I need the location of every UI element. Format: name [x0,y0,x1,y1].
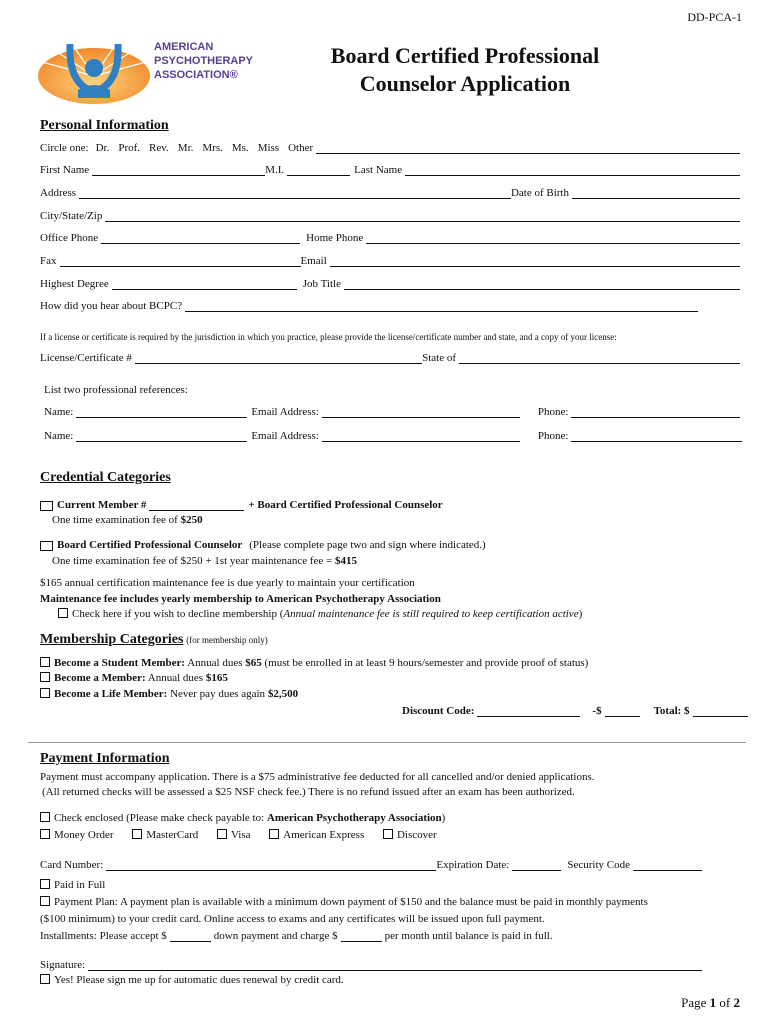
degree-field[interactable] [112,278,297,290]
total-row [402,703,748,717]
amex-label: American Express [283,829,365,841]
last-name-field[interactable] [405,164,740,176]
paid-full-label: Paid in Full [54,879,106,891]
member-label: Become a Member: [54,672,146,684]
current-member-checkbox[interactable] [40,501,53,511]
credential-heading: Credential Categories [40,470,171,485]
mastercard-label: MasterCard [146,829,199,841]
visa-checkbox[interactable] [217,829,227,839]
fax-label: Fax [40,255,57,267]
office-phone-label: Office Phone [40,232,99,244]
life-row [40,688,298,700]
email-field[interactable] [330,255,740,267]
current-member-row [40,497,740,511]
membership-heading-row [40,632,268,648]
monthly-charge-field[interactable] [341,930,382,942]
total-field[interactable] [693,705,748,717]
title-rev[interactable]: Rev. [149,142,169,154]
bcpc-label: Board Certified Professional Counselor [57,539,243,551]
check-checkbox[interactable] [40,812,50,822]
ref2-phone-label: Phone: [537,430,569,442]
ref2-name-label: Name: [44,430,74,442]
payment-methods-row [40,829,740,841]
dob-field[interactable] [572,187,740,199]
life-label: Become a Life Member: [54,688,168,700]
installments-label: Installments: Please accept $ [40,930,167,942]
bcpc-fee-line [52,555,357,567]
license-field[interactable] [135,352,422,364]
student-dues: Annual dues [187,657,243,669]
signature-label: Signature: [40,959,86,971]
ref1-name-label: Name: [44,406,74,418]
mastercard-checkbox[interactable] [132,829,142,839]
payment-heading: Payment Information [40,751,170,766]
license-row [40,350,740,364]
logo-line-3: ASSOCIATION® [154,69,238,81]
check-label: Check enclosed (Please make check payable to: [54,812,265,824]
page-of: of [719,995,731,1010]
degree-label: Highest Degree [40,278,109,290]
student-checkbox[interactable] [40,657,50,667]
plan-row [40,896,740,908]
bcpc-checkbox[interactable] [40,541,53,551]
ref1-phone-field[interactable] [571,406,740,418]
check-row [40,812,445,824]
bcpc-row [40,537,740,551]
total-label: Total: $ [653,705,690,717]
salutation-row [40,140,740,154]
personal-heading: Personal Information [40,118,169,133]
hear-label: How did you hear about BCPC? [40,300,183,312]
ref1-email-field[interactable] [322,406,520,418]
hear-field[interactable] [185,300,698,312]
state-of-field[interactable] [459,352,740,364]
page-title [300,42,630,98]
page-number [681,995,740,1011]
life-dues: Never pay dues again [170,688,266,700]
expiration-field[interactable] [512,859,561,871]
bcpc-note: (Please complete page two and sign where indicated.) [249,539,486,551]
logo-line-1: AMERICAN [154,41,214,53]
email-label: Email [300,255,327,267]
discount-amount-field[interactable] [605,705,640,717]
page-label: Page [681,995,707,1010]
fee-415: $415 [335,555,358,567]
decline-row [58,608,582,620]
plus-bcpc-label: + Board Certified Professional Counselor [248,499,443,511]
plan-line-1: Payment Plan: A payment plan is available with a minimum down payment of $150 and the balance must be paid in monthly payments [54,896,648,908]
ref2-email-field[interactable] [322,430,520,442]
signature-field[interactable] [88,959,702,971]
amex-checkbox[interactable] [269,829,279,839]
ref2-phone-field[interactable] [571,430,742,442]
mi-label: M.I. [265,164,285,176]
signature-row [40,957,702,971]
student-row [40,657,588,669]
last-name-label: Last Name [354,164,403,176]
address-field[interactable] [79,187,511,199]
money-order-label: Money Order [54,829,114,841]
paid-full-row [40,879,105,891]
per-month-label: per month until balance is paid in full. [384,930,553,942]
member-dues: Annual dues [147,672,204,684]
decline-italic: Annual maintenance fee is still required to keep certification active [283,608,579,620]
paid-full-checkbox[interactable] [40,879,50,889]
license-label: License/Certificate # [40,352,132,364]
city-row [40,208,740,222]
discount-field[interactable] [477,705,580,717]
ref2-name-field[interactable] [76,430,247,442]
phone-row [40,230,740,244]
card-number-label: Card Number: [40,859,104,871]
title-line-1: Board Certified Professional [330,43,600,68]
title-miss[interactable]: Miss [257,142,280,154]
title-line-2: Counselor Application [359,71,571,96]
decline-end: ) [578,608,583,620]
discount-amount-label: -$ [592,705,602,717]
title-dr[interactable]: Dr. [95,142,110,154]
life-fee: $2,500 [267,688,299,700]
circle-one-label: Circle one: [40,142,89,154]
city-field[interactable] [105,210,740,222]
down-payment-field[interactable] [170,930,211,942]
payment-line-2: (All returned checks will be assessed a $25 NSF check fee.) There is no refund issued after an exam has been authorized. [42,786,575,798]
references-heading: List two professional references: [44,384,188,396]
title-prof[interactable]: Prof. [118,142,141,154]
current-member-fee [52,514,203,526]
member-number-field[interactable] [149,499,244,511]
home-phone-field[interactable] [366,232,740,244]
ref1-name-field[interactable] [76,406,247,418]
page-current: 1 [709,995,717,1010]
card-row [40,857,702,871]
license-note: If a license or certificate is required by the jurisdiction in which you practice, please provide the license/certificate number and state, and a copy of your license: [40,332,617,342]
installments-row [40,928,610,942]
plan-line-2: ($100 minimum) to your credit card. Online access to exams and any certificates will be issued upon full payment. [40,913,545,925]
membership-note: (for membership only) [186,635,268,645]
member-checkbox[interactable] [40,672,50,682]
discover-checkbox[interactable] [383,829,393,839]
fax-field[interactable] [60,255,301,267]
home-phone-label: Home Phone [306,232,364,244]
first-name-label: First Name [40,164,90,176]
maintenance-note: Maintenance fee includes yearly membership to American Psychotherapy Association [40,593,441,605]
dob-label: Date of Birth [510,187,569,199]
job-title-field[interactable] [344,278,740,290]
ref1-phone-label: Phone: [537,406,569,418]
membership-heading: Membership Categories [40,632,184,647]
check-end: ) [441,812,446,824]
title-mrs[interactable]: Mrs. [202,142,223,154]
bcpc-fee-label: One time examination fee of $250 + 1st year maintenance fee = [52,555,333,567]
payment-plan-checkbox[interactable] [40,896,50,906]
security-code-field[interactable] [633,859,702,871]
life-checkbox[interactable] [40,688,50,698]
document-id: DD-PCA-1 [687,10,742,24]
auto-renew-label: Yes! Please sign me up for automatic dues renewal by credit card. [54,974,344,986]
address-row [40,185,740,199]
city-label: City/State/Zip [40,210,103,222]
student-fee: $65 [245,657,262,669]
auto-renew-checkbox[interactable] [40,974,50,984]
logo-emblem-icon [34,32,154,104]
discount-label: Discount Code: [402,705,475,717]
fee-250: $250 [180,514,203,526]
discover-label: Discover [396,829,437,841]
title-ms[interactable]: Ms. [231,142,249,154]
mi-field[interactable] [287,164,350,176]
auto-renew-row [40,974,344,986]
student-label: Become a Student Member: [54,657,186,669]
state-of-label: State of [422,352,456,364]
current-member-label: Current Member # [57,499,147,511]
office-phone-field[interactable] [101,232,300,244]
fax-row [40,253,740,267]
payee-name: American Psychotherapy Association [266,812,442,824]
ref2-email-label: Email Address: [251,430,319,442]
decline-label: Check here if you wish to decline membership ( [72,608,284,620]
member-fee: $165 [205,672,228,684]
reference-row-2 [44,428,742,442]
decline-checkbox[interactable] [58,608,68,618]
name-row [40,162,740,176]
annual-note: $165 annual certification maintenance fee is due yearly to maintain your certification [40,577,415,589]
job-title-label: Job Title [302,278,341,290]
payment-line-1: Payment must accompany application. There is a $75 administrative fee deducted for all cancelled and/or denied applications. [40,771,595,783]
student-note: (must be enrolled in at least 9 hours/semester and provide proof of status) [264,657,589,669]
address-label: Address [40,187,77,199]
down-payment-label: down payment and charge $ [213,930,338,942]
ref1-email-label: Email Address: [251,406,319,418]
one-time-fee-label: One time examination fee of [52,514,178,526]
expiration-label: Expiration Date: [436,859,510,871]
other-title-field[interactable] [316,142,740,154]
logo-line-2: PSYCHOTHERAPY [154,55,254,67]
title-other[interactable]: Other [288,142,314,154]
card-number-field[interactable] [106,859,436,871]
hear-row [40,298,698,312]
page-total: 2 [733,995,740,1010]
visa-label: Visa [231,829,251,841]
security-code-label: Security Code [567,859,630,871]
member-row [40,672,228,684]
degree-row [40,276,740,290]
money-order-checkbox[interactable] [40,829,50,839]
reference-row-1 [44,404,740,418]
association-logo [34,32,264,102]
first-name-field[interactable] [92,164,265,176]
title-mr[interactable]: Mr. [177,142,194,154]
